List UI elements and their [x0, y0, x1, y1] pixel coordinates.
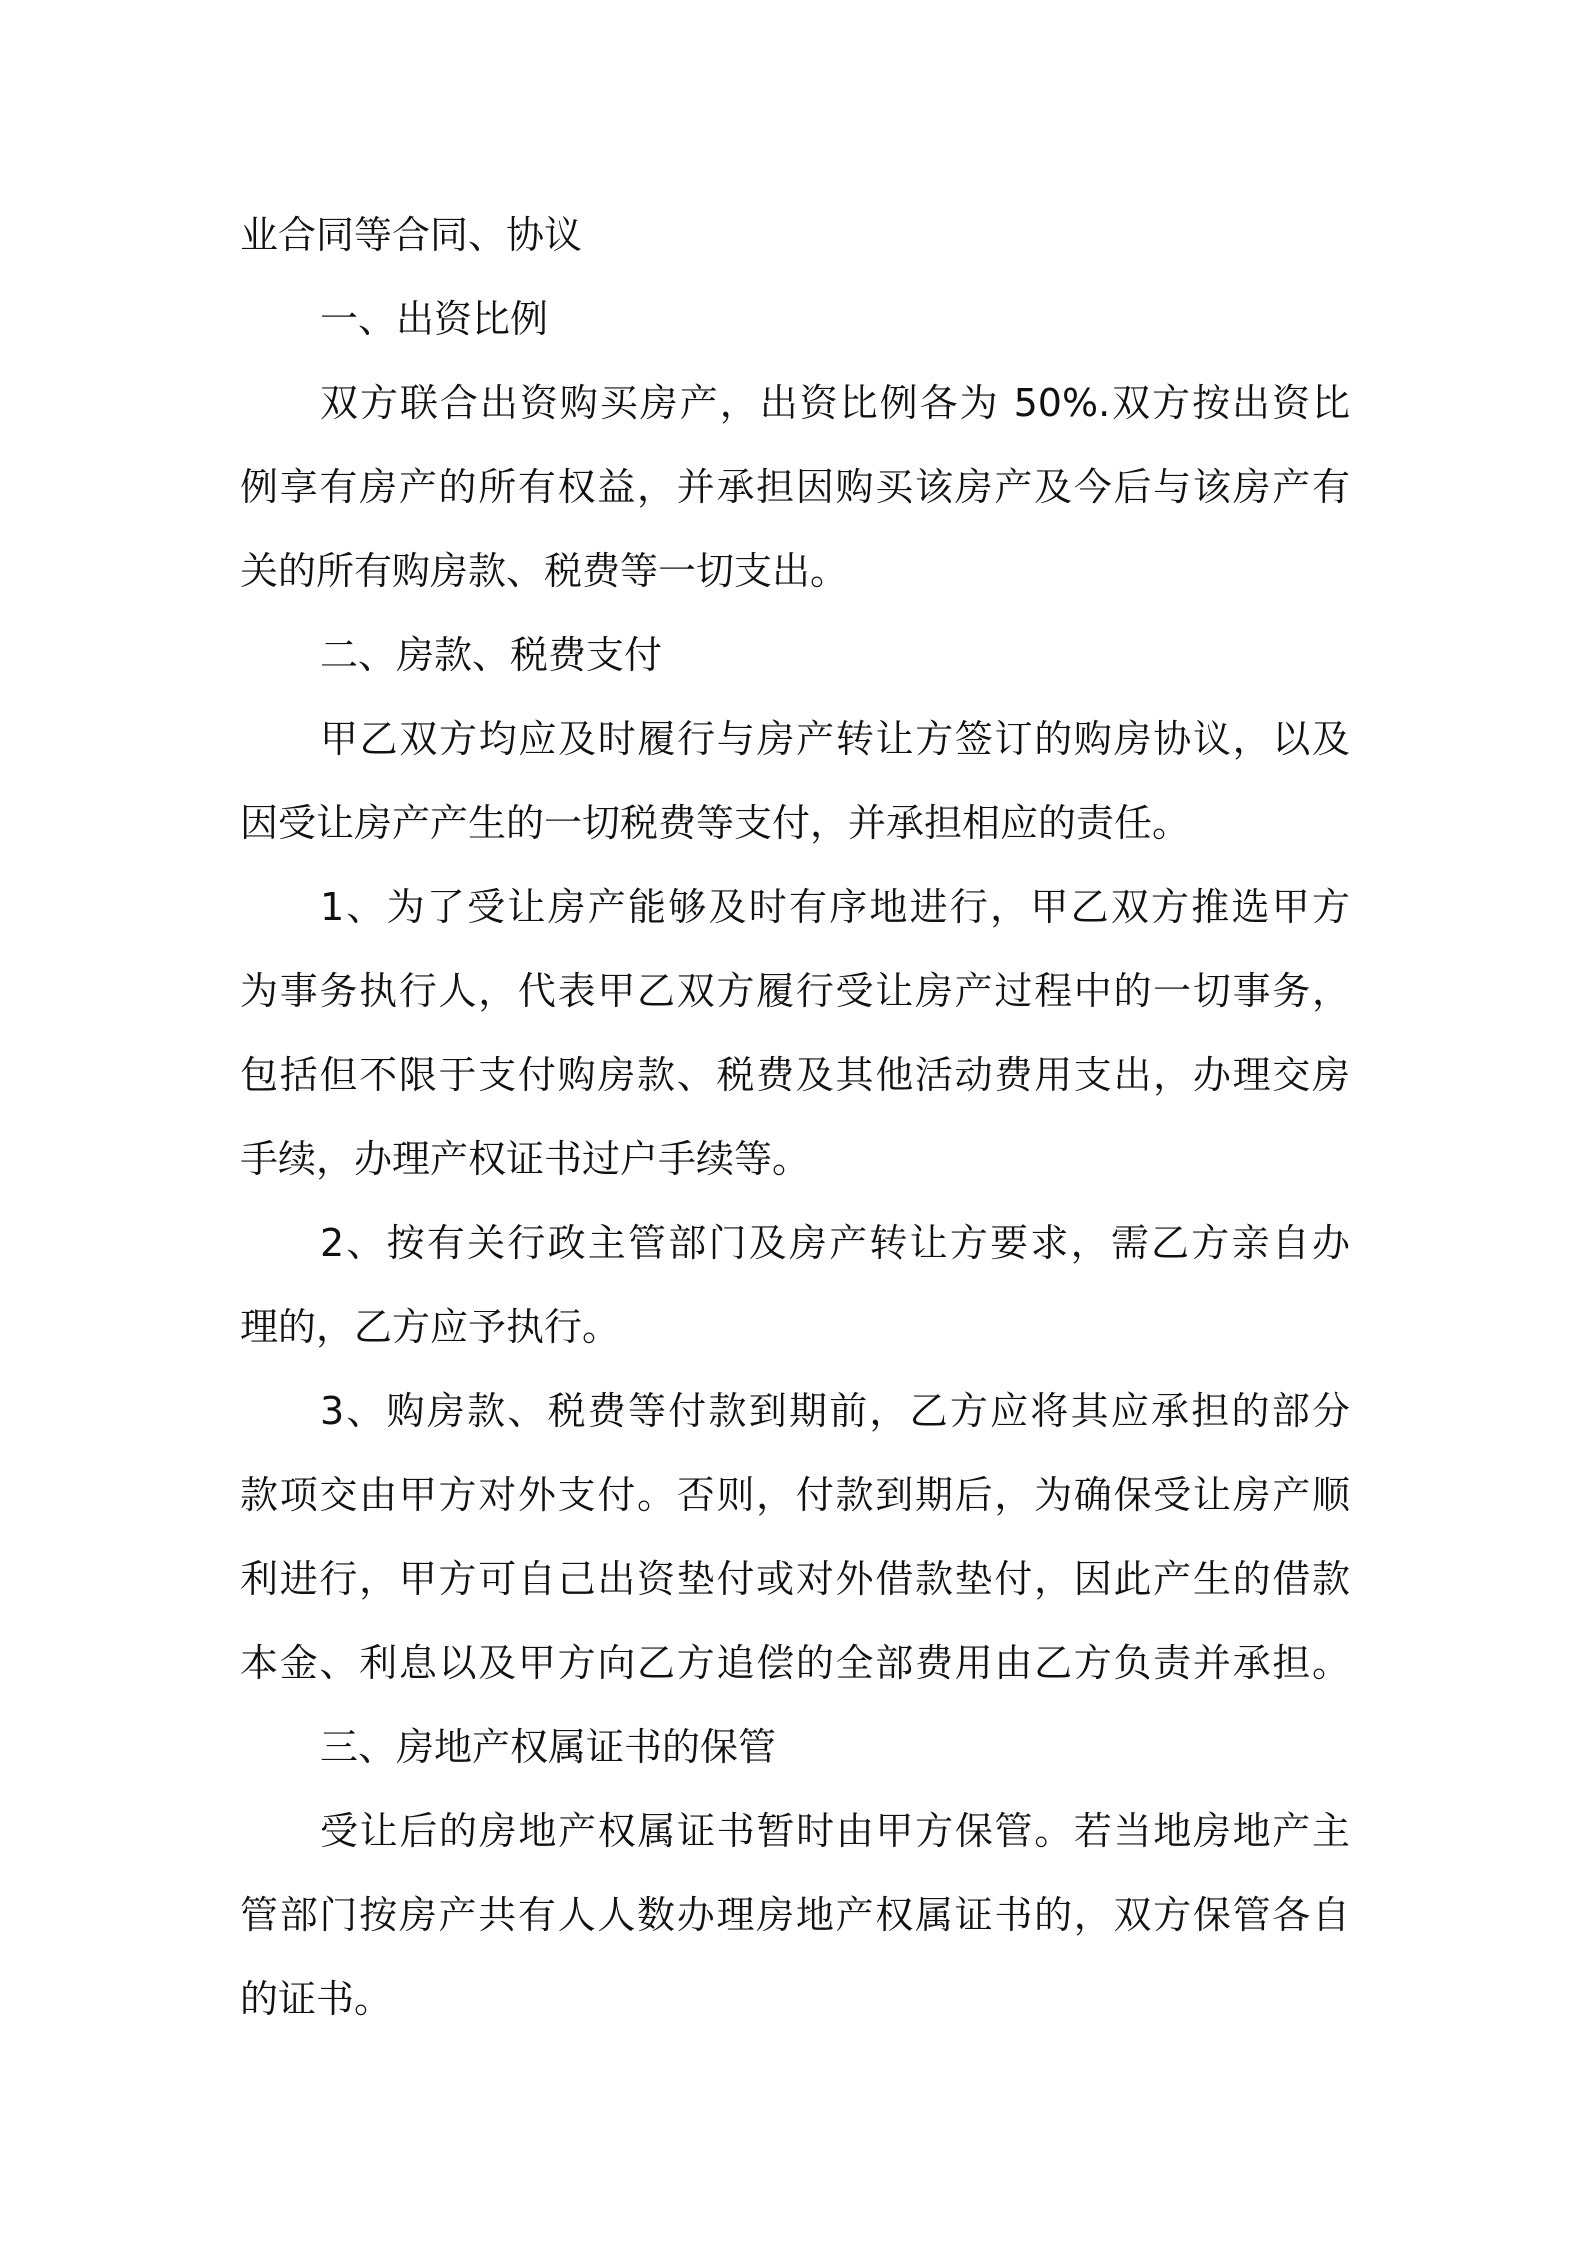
text-line-5: 关的所有购房款、税费等一切支出。 [240, 549, 849, 593]
text-line-3: 双方联合出资购买房产，出资比例各为 50%.双方按出资比 [320, 381, 1350, 425]
text-line-22: 的证书。 [240, 1977, 393, 2021]
text-line-9: 1、为了受让房产能够及时有序地进行，甲乙双方推选甲方 [320, 885, 1350, 929]
text-line-4: 例享有房产的所有权益，并承担因购买该房产及今后与该房产有 [240, 465, 1350, 509]
section-heading-3: 三、房地产权属证书的保管 [320, 1725, 777, 1769]
text-line-11: 包括但不限于支付购房款、税费及其他活动费用支出，办理交房 [240, 1053, 1350, 1097]
text-line-1: 业合同等合同、协议 [240, 213, 583, 257]
text-line-10: 为事务执行人，代表甲乙双方履行受让房产过程中的一切事务， [240, 969, 1350, 1013]
text-line-12: 手续，办理产权证书过户手续等。 [240, 1137, 811, 1181]
text-line-7: 甲乙双方均应及时履行与房产转让方签订的购房协议，以及 [320, 717, 1350, 761]
section-heading-2: 二、房款、税费支付 [320, 633, 663, 677]
text-line-20: 受让后的房地产权属证书暂时由甲方保管。若当地房地产主 [320, 1809, 1350, 1853]
text-line-15: 3、购房款、税费等付款到期前，乙方应将其应承担的部分 [320, 1389, 1350, 1433]
text-line-17: 利进行，甲方可自己出资垫付或对外借款垫付，因此产生的借款 [240, 1557, 1350, 1601]
text-line-21: 管部门按房产共有人人数办理房地产权属证书的，双方保管各自 [240, 1893, 1350, 1937]
text-line-8: 因受让房产产生的一切税费等支付，并承担相应的责任。 [240, 801, 1191, 845]
text-line-14: 理的，乙方应予执行。 [240, 1305, 621, 1349]
text-line-18: 本金、利息以及甲方向乙方追偿的全部费用由乙方负责并承担。 [240, 1641, 1350, 1685]
text-line-13: 2、按有关行政主管部门及房产转让方要求，需乙方亲自办 [320, 1221, 1350, 1265]
section-heading-1: 一、出资比例 [320, 297, 549, 341]
text-line-16: 款项交由甲方对外支付。否则，付款到期后，为确保受让房产顺 [240, 1473, 1350, 1517]
